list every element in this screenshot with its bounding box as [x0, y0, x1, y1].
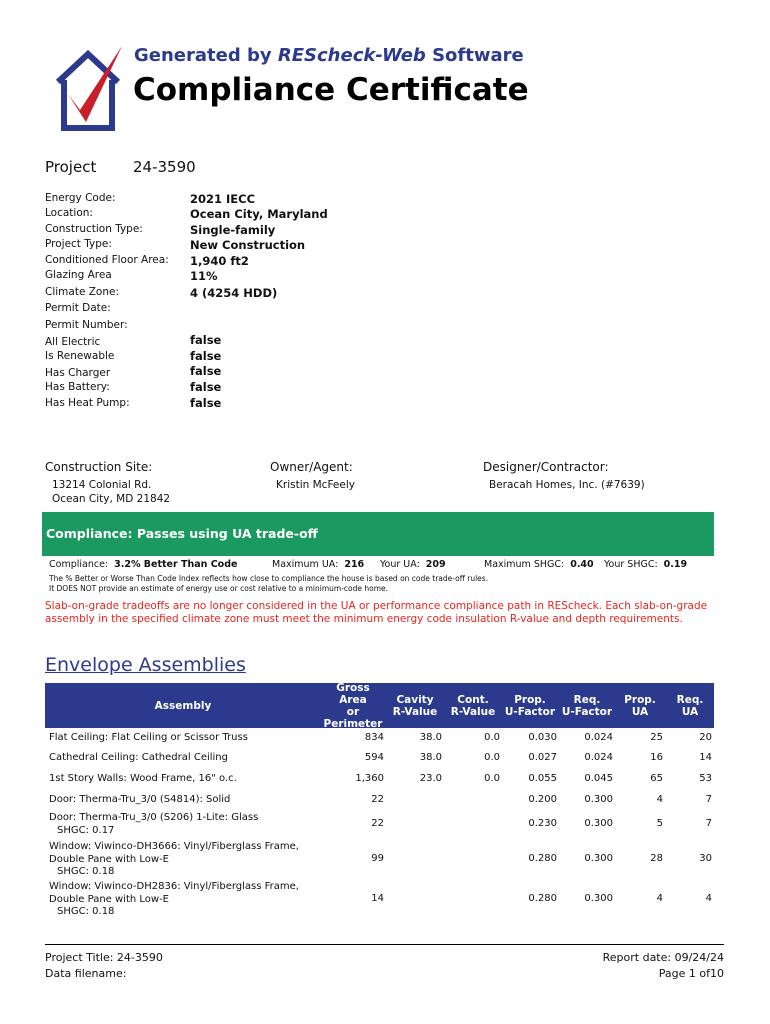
prop-ua-cell: 4 — [656, 794, 663, 805]
assembly-name — [49, 794, 230, 807]
assembly-line: SHGC: 0.18 — [57, 906, 115, 917]
house-check-logo-icon — [50, 44, 126, 132]
info-value: 4 (4254 HDD) — [190, 286, 278, 300]
max-shgc-metric — [484, 559, 594, 570]
your-shgc-label: Your SHGC: — [604, 559, 658, 570]
info-label: Construction Type: — [45, 223, 143, 235]
col-req-ufactor-line: U-Factor — [561, 705, 613, 718]
info-label: All Electric — [45, 336, 101, 348]
info-label: Location: — [45, 207, 93, 219]
req-ua-cell: 4 — [705, 893, 712, 904]
cavity-r-cell: 38.0 — [419, 752, 442, 763]
info-label: Glazing Area — [45, 269, 112, 281]
cont-r-cell: 0.0 — [484, 752, 500, 763]
max-shgc-label: Maximum SHGC: — [484, 559, 565, 570]
prop-ua-cell: 4 — [656, 893, 663, 904]
col-prop-ua-line: Prop. — [624, 693, 656, 706]
info-value: Single-family — [190, 223, 276, 237]
gross-area-cell: 1,360 — [355, 773, 384, 784]
gross-area-cell: 22 — [371, 794, 384, 805]
footer-project-title: Project Title: 24-3590 — [45, 951, 163, 964]
compliance-banner: Compliance: Passes using UA trade-off — [42, 512, 714, 556]
assembly-line: SHGC: 0.17 — [57, 824, 115, 836]
req-ufactor-cell: 0.024 — [584, 752, 613, 763]
assembly-line: Cathedral Ceiling: Cathedral Ceiling — [49, 752, 228, 763]
max-shgc-value: 0.40 — [570, 559, 594, 570]
info-value: 1,940 ft2 — [190, 254, 249, 268]
footer-page-number: Page 1 of10 — [658, 967, 724, 980]
info-value: 11% — [190, 269, 218, 283]
max-ua-value: 216 — [344, 559, 365, 570]
cont-r-cell: 0.0 — [484, 773, 500, 784]
col-cavity-r-line: Cavity — [396, 693, 434, 706]
slab-warning: Slab-on-grade tradeoffs are no longer considered in the UA or performance compliance path in REScheck. Each slab-on-grade assembly in the specified climate zone must meet the minimum energy code insulation R-value and depth requirements. — [45, 600, 708, 625]
req-ua-cell: 7 — [705, 794, 712, 805]
gross-area-cell: 22 — [371, 818, 384, 829]
footer-report-date: Report date: 09/24/24 — [602, 951, 724, 964]
col-prop-ua — [617, 683, 663, 728]
info-label: Climate Zone: — [45, 286, 120, 298]
info-label: Conditioned Floor Area: — [45, 254, 169, 266]
assembly-line: Door: Therma-Tru_3/0 (S4814): Solid — [49, 794, 231, 805]
info-label: Has Heat Pump: — [45, 397, 130, 409]
max-ua-metric — [272, 559, 364, 570]
designer-contractor-value: Beracah Homes, Inc. (#7639) — [489, 479, 645, 491]
col-prop-ua-line: UA — [631, 705, 649, 718]
info-value: false — [190, 364, 222, 378]
your-shgc-value: 0.19 — [663, 559, 688, 570]
col-gross-area-line: Gross Area — [336, 681, 370, 706]
assembly-name — [49, 773, 237, 786]
envelope-section-title: Envelope Assemblies — [45, 654, 246, 676]
col-cavity-r-line: R-Value — [392, 705, 438, 718]
prop-ufactor-cell: 0.280 — [528, 853, 557, 864]
your-ua-metric — [380, 559, 446, 570]
prop-ufactor-cell: 0.030 — [528, 732, 557, 743]
info-label: Is Renewable — [45, 350, 115, 362]
info-label: Project Type: — [45, 238, 112, 250]
col-gross-area-line: or — [346, 705, 360, 718]
construction-site-label: Construction Site: — [45, 460, 153, 474]
col-gross-area — [321, 683, 385, 728]
assembly-name — [49, 881, 299, 919]
compliance-value: 3.2% Better Than Code — [114, 559, 238, 570]
project-label: Project — [45, 158, 97, 176]
compliance-note: The % Better or Worse Than Code Index reflects how close to compliance the house is based on code trade-off rules. — [49, 574, 489, 583]
info-value: false — [190, 333, 222, 347]
col-cont-r — [445, 683, 501, 728]
req-ua-cell: 14 — [699, 752, 712, 763]
req-ufactor-cell: 0.300 — [584, 853, 613, 864]
cavity-r-cell: 23.0 — [419, 773, 442, 784]
max-ua-label: Maximum UA: — [272, 559, 339, 570]
col-prop-ufactor — [502, 683, 558, 728]
designer-contractor-label: Designer/Contractor: — [483, 460, 609, 474]
col-cont-r-line: R-Value — [450, 705, 496, 718]
prop-ua-cell: 5 — [656, 818, 663, 829]
cont-r-cell: 0.0 — [484, 732, 500, 743]
info-value: New Construction — [190, 238, 306, 252]
assembly-line: SHGC: 0.18 — [57, 866, 115, 877]
your-ua-label: Your UA: — [380, 559, 420, 570]
req-ufactor-cell: 0.024 — [584, 732, 613, 743]
compliance-label: Compliance: — [49, 559, 109, 570]
info-label: Has Battery: — [45, 381, 110, 393]
gross-area-cell: 834 — [364, 732, 384, 743]
info-label: Permit Date: — [45, 302, 111, 314]
req-ufactor-cell: 0.300 — [584, 893, 613, 904]
gross-area-cell: 99 — [371, 853, 384, 864]
info-value: Ocean City, Maryland — [190, 207, 328, 221]
req-ua-cell: 20 — [699, 732, 712, 743]
col-gross-area-line: Perimeter — [323, 717, 383, 730]
req-ua-cell: 30 — [699, 853, 712, 864]
info-label: Permit Number: — [45, 319, 128, 331]
assembly-line: Window: Viwinco-DH3666: Vinyl/Fiberglass Frame, — [49, 841, 299, 852]
info-value: false — [190, 396, 222, 410]
footer-data-filename: Data filename: — [45, 967, 127, 980]
page-title: Compliance Certificate — [133, 72, 529, 108]
info-label: Energy Code: — [45, 192, 116, 204]
assembly-line: Double Pane with Low-E — [49, 853, 170, 865]
info-value: false — [190, 380, 222, 394]
col-cavity-r — [387, 683, 443, 728]
col-req-ua-line: UA — [681, 705, 699, 718]
col-req-ufactor-line: Req. — [573, 693, 601, 706]
col-req-ua — [668, 683, 712, 728]
info-label: Has Charger — [45, 367, 111, 379]
prop-ufactor-cell: 0.200 — [528, 794, 557, 805]
req-ua-cell: 7 — [705, 818, 712, 829]
prop-ufactor-cell: 0.055 — [528, 773, 557, 784]
assembly-line: Flat Ceiling: Flat Ceiling or Scissor Truss — [49, 732, 248, 743]
col-prop-ufactor-line: U-Factor — [504, 705, 556, 718]
construction-site-line2: Ocean City, MD 21842 — [52, 493, 171, 505]
construction-site-line1: 13214 Colonial Rd. — [52, 479, 152, 491]
col-prop-ufactor-line: Prop. — [514, 693, 546, 706]
compliance-metric — [49, 559, 237, 570]
col-req-ua-line: Req. — [676, 693, 704, 706]
cavity-r-cell: 38.0 — [419, 732, 442, 743]
prop-ua-cell: 28 — [650, 853, 663, 864]
assembly-line: Double Pane with Low-E — [49, 893, 170, 905]
assembly-line: Window: Viwinco-DH2836: Vinyl/Fiberglass Frame, — [49, 881, 299, 892]
assembly-name — [49, 752, 228, 765]
assembly-name — [49, 732, 248, 745]
your-shgc-metric — [604, 559, 687, 570]
project-value: 24-3590 — [133, 158, 196, 176]
your-ua-value: 209 — [425, 559, 446, 570]
generated-by-line: Generated by REScheck-Web Software — [134, 45, 524, 66]
prop-ua-cell: 65 — [650, 773, 663, 784]
info-value: false — [190, 349, 222, 363]
footer-divider — [45, 944, 724, 945]
req-ufactor-cell: 0.045 — [584, 773, 613, 784]
assembly-name — [49, 812, 258, 837]
col-req-ufactor — [559, 683, 615, 728]
gross-area-cell: 594 — [364, 752, 384, 763]
prop-ufactor-cell: 0.280 — [528, 893, 557, 904]
req-ufactor-cell: 0.300 — [584, 794, 613, 805]
prop-ufactor-cell: 0.230 — [528, 818, 557, 829]
prop-ua-cell: 25 — [650, 732, 663, 743]
assembly-line: Door: Therma-Tru_3/0 (S206) 1-Lite: Glass — [49, 812, 259, 823]
col-cont-r-line: Cont. — [457, 693, 489, 706]
compliance-note: It DOES NOT provide an estimate of energy use or cost relative to a minimum-code home. — [49, 584, 389, 593]
prop-ufactor-cell: 0.027 — [528, 752, 557, 763]
prop-ua-cell: 16 — [650, 752, 663, 763]
owner-agent-value: Kristin McFeely — [276, 479, 355, 491]
assembly-name — [49, 841, 299, 879]
gross-area-cell: 14 — [371, 893, 384, 904]
assembly-line: 1st Story Walls: Wood Frame, 16" o.c. — [49, 773, 237, 784]
col-assembly: Assembly — [154, 699, 212, 712]
owner-agent-label: Owner/Agent: — [270, 460, 353, 474]
req-ua-cell: 53 — [699, 773, 712, 784]
req-ufactor-cell: 0.300 — [584, 818, 613, 829]
envelope-table-header — [45, 683, 714, 728]
info-value: 2021 IECC — [190, 192, 256, 206]
